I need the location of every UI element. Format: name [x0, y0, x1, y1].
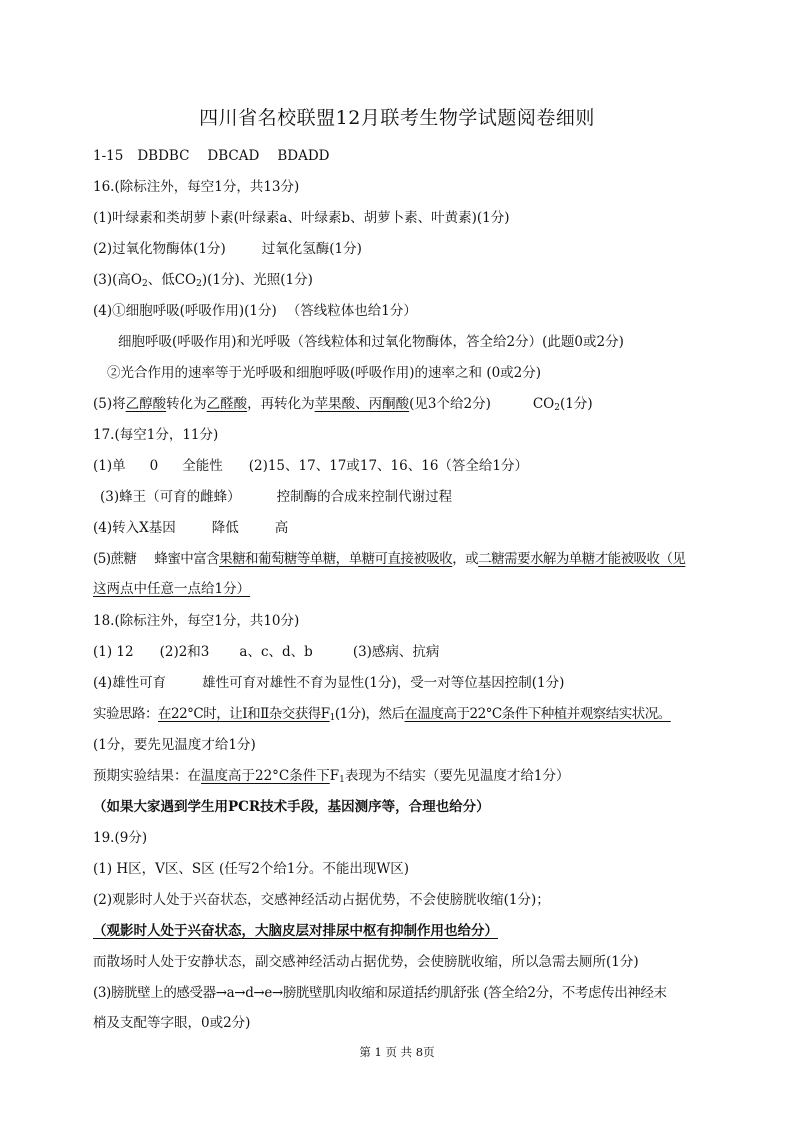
q18-text: 表现为不结实（要先见温度才给1分） — [344, 768, 570, 784]
q17-5 — [93, 549, 685, 569]
q19-header: 19.(9分) — [93, 830, 148, 846]
q16-5-text: (5)将 — [93, 396, 126, 412]
q16-5-co2: CO — [532, 396, 555, 412]
q16-2 — [93, 239, 362, 259]
q17-4-answer: 降低 — [211, 520, 239, 536]
subscript: 2 — [196, 279, 202, 289]
q17-3 — [100, 487, 452, 507]
q16-5 — [93, 394, 593, 414]
q16-3-text: )(1分)、光照(1分) — [201, 272, 313, 288]
label: 实验思路： — [93, 706, 158, 722]
q16-3 — [93, 270, 313, 290]
q19-2: (2)观影时人处于兴奋状态，交感神经活动占据优势，不会使膀胱收缩(1分)； — [93, 892, 550, 908]
q18-expected-result — [93, 766, 569, 786]
q16-5-text: ，再转化为 — [247, 396, 315, 412]
label: 预期实验结果：在 — [93, 768, 201, 784]
q17-1-2 — [93, 456, 528, 476]
q16-3-text: (3)(高O — [93, 272, 142, 288]
q17-2-answer: (2)15、17、17或17、16、16（答全给1分） — [248, 458, 528, 474]
underlined-term: 乙醛酸 — [206, 396, 248, 412]
q18-2-order: a、c、d、b — [239, 644, 313, 660]
q16-4-2: 细胞呼吸(呼吸作用)和光呼吸（答线粒体和过氧化物酶体，答全给2分）(此题0或2分) — [118, 334, 624, 350]
q17-4-answer: (4)转入X基因 — [93, 520, 176, 536]
underlined-term: 在温度高于22°C条件下种植并观察结实状况。 — [404, 706, 671, 722]
q16-5-text: (见3个给2分) — [409, 396, 491, 412]
subscript: 2 — [141, 279, 148, 289]
q16-4-1 — [93, 301, 417, 321]
q17-1-answer: (1)单 — [93, 458, 126, 474]
q16-5-text: (1分) — [559, 396, 593, 412]
subscript: 2 — [554, 403, 560, 413]
q16-1: (1)叶绿素和类胡萝卜素(叶绿素a、叶绿素b、胡萝卜素、叶黄素)(1分) — [93, 210, 510, 226]
q17-1-answer: 0 — [149, 458, 159, 474]
q16-5-text: 转化为 — [166, 396, 207, 412]
q18-4 — [93, 673, 564, 693]
q17-5-answer: (5)蔗糖 — [93, 551, 137, 567]
q17-3-answer: (3)蜂王（可育的雌蜂） — [100, 489, 241, 505]
q19-3: (3)膀胱壁上的感受器→a→d→e→膀胱壁肌肉收缩和尿道括约肌舒张 (答全给2分，不考虑传出神经末 — [93, 985, 667, 1001]
underlined-term: 在22°C时，让Ⅰ和Ⅱ杂交获得F — [158, 706, 330, 722]
q18-2-answer: (2)2和3 — [159, 644, 210, 660]
answers-1-15 — [93, 146, 329, 166]
q16-4-3: ②光合作用的速率等于光呼吸和细胞呼吸(呼吸作用)的速率之和 (0或2分) — [107, 365, 542, 381]
q17-header: 17.(每空1分，11分) — [93, 427, 219, 443]
q18-3-answer: (3)感病、抗病 — [352, 644, 440, 660]
underlined-term: 苹果酸、丙酮酸 — [314, 396, 410, 412]
q19-2-cont: 而散场时人处于安静状态，副交感神经活动占据优势，会使膀胱收缩，所以急需去厕所(1分) — [93, 954, 639, 970]
q16-2-b: 过氧化氢酶(1分) — [261, 241, 362, 257]
subscript: 1 — [329, 713, 335, 723]
q18-1-answer: (1) 12 — [93, 644, 134, 660]
q18-4-answer: 雄性可育对雄性不育为显性(1分)，受一对等位基因控制(1分) — [202, 675, 565, 691]
q16-header: 16.(除标注外，每空1分，共13分) — [93, 179, 300, 195]
q16-2-a: (2)过氧化物酶体(1分) — [93, 241, 226, 257]
q17-4-answer: 高 — [274, 520, 289, 536]
underlined-term: （观影时人处于兴奋状态，大脑皮层对排尿中枢有抑制作用也给分） — [93, 923, 498, 939]
q18-experiment-idea — [93, 704, 671, 724]
q18-text: F — [329, 768, 340, 784]
q17-4 — [93, 518, 288, 538]
answer-group-3: BDADD — [277, 148, 330, 164]
underlined-term: 这两点中任意一点给1分） — [93, 581, 251, 597]
q16-4-note: （答线粒体也给1分） — [286, 303, 417, 319]
q16-3-text: 、低CO — [147, 272, 197, 288]
q17-3-answer: 控制酶的合成来控制代谢过程 — [276, 489, 453, 505]
answer-range: 1-15 — [93, 148, 124, 164]
q18-note: (1分，要先见温度才给1分) — [93, 737, 256, 753]
underlined-term: 温度高于22°C条件下 — [201, 768, 330, 784]
q18-1-3 — [93, 642, 439, 662]
q17-5-text: ，或 — [452, 551, 479, 567]
q18-text: (1分)，然后 — [334, 706, 405, 722]
answer-group-2: DBCAD — [207, 148, 260, 164]
q19-3-cont: 梢及支配等字眼，0或2分) — [93, 1015, 251, 1031]
underlined-term: 果糖和葡萄糖等单糖，单糖可直接被吸收 — [219, 551, 453, 567]
q16-4-a: (4)①细胞呼吸(呼吸作用)(1分) — [93, 303, 277, 319]
q18-4-answer: (4)雄性可育 — [93, 675, 167, 691]
q18-header: 18.(除标注外，每空1分，共10分) — [93, 613, 300, 629]
page-footer: 第 1 页 共 8页 — [359, 1045, 435, 1059]
subscript: 1 — [339, 775, 345, 785]
q18-grading-note: （如果大家遇到学生用PCR技术手段，基因测序等，合理也给分） — [93, 799, 490, 815]
q17-5-cont — [93, 579, 250, 599]
page-title: 四川省名校联盟12月联考生物学试题阅卷细则 — [199, 107, 595, 129]
answer-group-1: DBDBC — [137, 148, 190, 164]
underlined-term: 乙醇酸 — [125, 396, 167, 412]
q19-1: (1) H区，V区、S区 (任写2个给1分。不能出现W区) — [93, 861, 410, 877]
q17-1-answer: 全能性 — [182, 458, 223, 474]
underlined-term: 二糖需要水解为单糖才能被吸收（见 — [478, 551, 686, 567]
q17-5-text: 蜂蜜中富含 — [154, 551, 220, 567]
q19-2-note — [93, 921, 498, 941]
